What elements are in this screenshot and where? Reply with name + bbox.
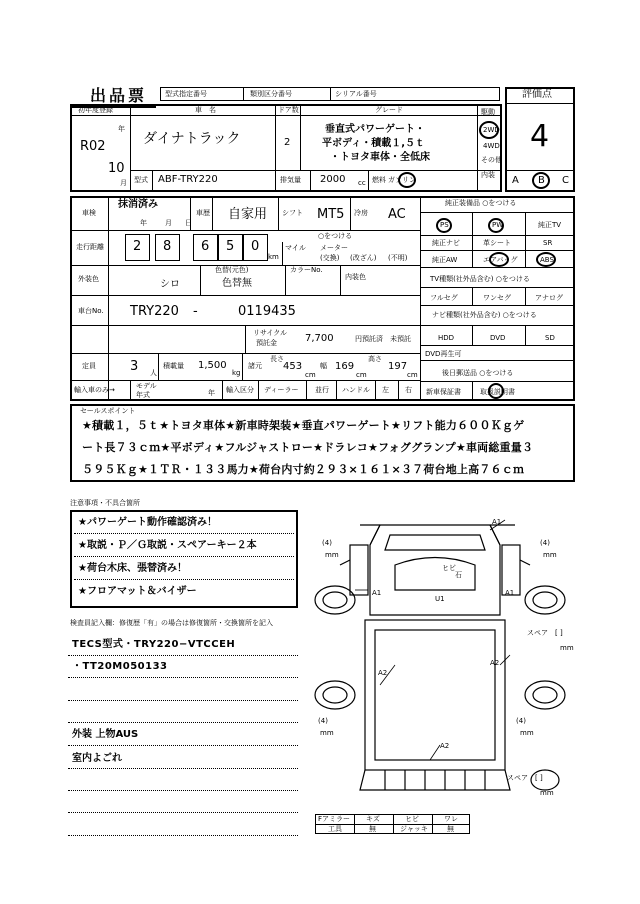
grade-line-1: 垂直式パワーゲート・ — [325, 124, 425, 135]
mark-a1-front: A1 — [492, 518, 502, 526]
opt-ps-circle — [436, 218, 452, 233]
rating-value: 4 — [530, 119, 550, 154]
header-divider — [243, 87, 244, 101]
tools-tool-value: 無 — [369, 825, 376, 833]
height-unit: cm — [407, 371, 418, 379]
inspector-line-2: ・TT20M050133 — [72, 661, 168, 672]
doors-value: 2 — [284, 137, 291, 148]
color-no-label: カラーNo. — [290, 266, 323, 274]
inspector-label: 検査員記入欄：修復歴「有」の場合は修復箇所・交換箇所を記入 — [70, 619, 273, 627]
handle-label: ハンドル — [342, 386, 370, 394]
drive-label: 駆動 — [481, 108, 495, 116]
model-value: ABF-TRY220 — [158, 174, 218, 185]
mark-a2-left: A2 — [378, 669, 388, 677]
car-name-value: ダイナトラック — [143, 131, 241, 147]
load-unit: kg — [232, 369, 241, 377]
chassis-number: 0119435 — [238, 304, 296, 319]
seats-label: 定員 — [82, 362, 96, 370]
rating-label: 評価点 — [522, 89, 552, 100]
col-divider — [525, 287, 526, 305]
month-unit: 月 — [120, 179, 127, 187]
drive-other: その他 — [481, 156, 502, 164]
fuel-value: ガソリン — [388, 176, 416, 184]
spare-bracket-1: [ ] — [555, 629, 563, 637]
col-divider — [472, 212, 473, 267]
mileage-label: 走行距離 — [76, 243, 104, 251]
tools-h-kizu: キズ — [366, 815, 380, 823]
length-unit: cm — [305, 371, 316, 379]
interior-c: C — [562, 175, 569, 186]
meter-label: メーター — [320, 244, 348, 252]
usage-label: 車歴 — [196, 209, 210, 217]
col-divider — [310, 170, 311, 192]
col-divider — [152, 170, 153, 192]
opt-abs: ABS — [540, 256, 554, 264]
import-year-unit: 年 — [208, 389, 215, 397]
interior-b-circle — [532, 172, 550, 189]
interior-a: A — [512, 175, 519, 186]
col-divider — [130, 104, 131, 192]
meter-unknown: (不明) — [388, 254, 408, 262]
model-cert-label: 型式指定番号 — [165, 90, 207, 98]
height-value: 197 — [388, 361, 408, 372]
row-divider — [420, 287, 575, 288]
col-divider — [354, 814, 355, 834]
inspector-rule — [68, 812, 298, 813]
load-label: 積載量 — [163, 362, 184, 370]
model-year-label-1: モデル — [136, 382, 157, 390]
mileage-unit: km — [268, 253, 279, 261]
opt-abs-circle — [536, 252, 556, 267]
tools-tool: 工具 — [328, 825, 342, 833]
color-label: 外装色 — [78, 275, 99, 283]
seats-value: 3 — [130, 359, 139, 374]
col-divider — [300, 104, 301, 170]
spare-label-1: スペア — [527, 629, 548, 637]
tire-fl-unit: mm — [325, 551, 339, 559]
grade-line-2: 平ボディ・積載１,５ｔ — [322, 138, 425, 149]
opt-aw: 純正AW — [432, 256, 458, 264]
col-divider — [398, 380, 399, 401]
displacement-value: 2000 — [320, 174, 346, 185]
shift-value: MT5 — [317, 207, 345, 222]
col-divider — [368, 170, 369, 192]
interior-b: B — [538, 175, 545, 186]
tire-rl-unit: mm — [320, 729, 334, 737]
row-divider — [420, 325, 575, 326]
drive-2wd-circle — [479, 121, 499, 139]
car-name-label: 車 名 — [195, 106, 216, 114]
grade-line-3: ・トヨタ車体・全低床 — [330, 152, 430, 163]
chassis-label: 車台No. — [78, 307, 104, 315]
col-divider — [158, 353, 159, 380]
col-divider — [222, 380, 223, 401]
tire-rl: (4) — [318, 717, 328, 725]
sales-line-1: ★積載１，５ｔ★トヨタ車体★新車時架装★垂直パワーゲート★リフト能力６００Ｋｇゲ — [82, 419, 525, 432]
first-reg-month: 10 — [108, 161, 125, 176]
col-divider — [282, 242, 283, 265]
col-divider — [472, 325, 473, 345]
mark-chip: ヒビ — [442, 564, 456, 572]
chassis-prefix: TRY220 — [130, 304, 179, 319]
grade-label: グレード — [375, 106, 403, 114]
mark-a2-rear: A2 — [440, 742, 450, 750]
col-divider — [108, 196, 109, 401]
row-divider — [420, 235, 575, 236]
col-divider — [278, 196, 279, 230]
load-value: 1,500 — [198, 360, 227, 371]
col-divider — [212, 196, 213, 230]
tools-jack: ジャッキ — [400, 825, 428, 833]
col-divider — [393, 814, 394, 834]
handle-right: 右 — [405, 386, 412, 394]
serial-number-label: シリアル番号 — [335, 90, 377, 98]
ac-label: 冷房 — [354, 209, 368, 217]
sales-line-2: ート長７３ｃｍ★平ボディ★フルジャストロー★ドラレコ★フォググランプ★車両総重量３ — [82, 441, 534, 454]
import-dealer: ディーラー — [264, 386, 299, 394]
tools-h-ware: ワレ — [444, 815, 458, 823]
navi-sd: SD — [545, 334, 555, 342]
manual-doc: 取扱説明書 — [480, 388, 515, 396]
col-divider — [242, 353, 243, 380]
color-change-label: 色替(元色) — [215, 266, 249, 274]
col-divider — [472, 381, 473, 401]
inspection-day: 日 — [185, 219, 192, 227]
meter-circle-note: ○をつける — [318, 232, 353, 240]
notes-rule — [74, 533, 294, 534]
first-reg-label: 初年度登録 — [78, 106, 113, 114]
tools-h-mirror: Fアミラー — [318, 815, 351, 823]
options-label: 純正装備品 ○をつける — [445, 199, 517, 207]
row-divider — [420, 381, 575, 382]
col-divider — [306, 380, 307, 401]
mark-u1: U1 — [435, 595, 445, 603]
row-divider — [130, 170, 502, 171]
col-divider — [375, 380, 376, 401]
notes-rule — [74, 556, 294, 557]
col-divider — [525, 212, 526, 267]
row-divider — [420, 305, 575, 306]
row-divider — [70, 230, 420, 231]
inspector-rule — [68, 835, 298, 836]
year-unit: 年 — [118, 125, 125, 133]
opt-navi: 純正ナビ — [432, 239, 460, 247]
import-parallel: 並行 — [315, 386, 329, 394]
docs-label: 後日郵送品 ○をつける — [442, 369, 514, 377]
inspector-rule — [68, 677, 298, 678]
row-divider — [420, 345, 575, 346]
color-value: シロ — [160, 279, 180, 290]
navi-label: ナビ種類(社外品含む) ○をつける — [432, 311, 537, 319]
dims-label: 諸元 — [248, 362, 262, 370]
tire-rr-unit: mm — [520, 729, 534, 737]
spare-unit-1: mm — [560, 644, 574, 652]
recycle-unpaid: 未預託 — [390, 335, 411, 343]
handle-left: 左 — [382, 386, 389, 394]
color-change-value: 色替無 — [222, 278, 252, 289]
inspector-rule — [68, 655, 298, 656]
inspector-rule — [68, 700, 298, 701]
seats-unit: 人 — [150, 369, 157, 377]
row-divider — [70, 353, 420, 354]
inspector-rule — [68, 722, 298, 723]
mileage-digit: 8 — [163, 239, 172, 254]
warranty-doc: 新車保証書 — [426, 388, 461, 396]
fuel-label: 燃料 — [372, 176, 386, 184]
displacement-unit: cc — [358, 179, 366, 187]
opt-sr: SR — [543, 239, 553, 247]
interior-label: 内装 — [481, 171, 495, 179]
row-divider — [420, 250, 575, 251]
sales-label: セールスポイント — [80, 407, 136, 415]
opt-ps: PS — [440, 221, 449, 229]
meter-change: (改ざん) — [350, 254, 377, 262]
displacement-label: 排気量 — [280, 176, 301, 184]
interior-color-label: 内装色 — [345, 273, 366, 281]
col-divider — [472, 287, 473, 305]
opt-tv: 純正TV — [538, 221, 562, 229]
col-divider — [130, 380, 131, 401]
tv-fullseg: フルセグ — [430, 294, 458, 302]
opt-leather: 革シート — [483, 239, 511, 247]
meter-swap: (交換) — [320, 254, 340, 262]
note-item: ★取説・Ｐ／Ｇ取説・スペアーキー２本 — [78, 540, 257, 551]
col-divider — [258, 380, 259, 401]
spare-label-2: スペア — [507, 774, 528, 782]
drive-2wd: 2WD — [483, 126, 500, 134]
spare-bracket-2: [ ] — [535, 774, 543, 782]
length-value: 453 — [283, 361, 303, 372]
tv-analog: アナログ — [535, 294, 563, 302]
inspector-line-1: TECS型式・TRY220−VTCCEH — [72, 639, 236, 650]
spare-unit-2: mm — [540, 789, 554, 797]
import-label: 輸入車のみ→ — [74, 386, 115, 394]
tire-fl: (4) — [322, 539, 332, 547]
col-divider — [525, 325, 526, 345]
note-item: ★荷台木床、張替済み！ — [78, 563, 187, 574]
model-label: 型式 — [134, 176, 148, 184]
first-reg-year: R02 — [80, 139, 106, 154]
width-label: 幅 — [320, 362, 327, 370]
row-divider — [70, 295, 420, 296]
tv-label: TV種類(社外品含む) ○をつける — [430, 275, 530, 283]
navi-hdd: HDD — [438, 334, 455, 342]
sales-line-3: ５９５Ｋｇ★１ＴＲ・１３３馬力★荷台内寸約２９３×１６１×３７荷台地上高７６ｃｍ — [82, 463, 525, 476]
col-divider — [432, 814, 433, 834]
mileage-digit: 2 — [133, 239, 142, 254]
tools-jack-value: 無 — [447, 825, 454, 833]
header-divider — [330, 87, 331, 101]
col-divider — [275, 170, 276, 192]
col-divider — [350, 196, 351, 230]
col-divider — [275, 104, 276, 170]
tv-oneseg: ワンセグ — [483, 294, 511, 302]
mileage-digit: 0 — [251, 239, 260, 254]
col-divider — [420, 196, 421, 401]
inspection-year: 年 — [140, 219, 147, 227]
chassis-dash: - — [193, 304, 198, 319]
mileage-digit: 6 — [201, 239, 210, 254]
col-divider — [477, 104, 478, 192]
tire-fr: (4) — [540, 539, 550, 547]
inspection-label: 車検 — [82, 209, 96, 217]
row-divider — [70, 115, 502, 116]
navi-dvd: DVD — [490, 334, 506, 342]
recycle-label-2: 預託金 — [256, 339, 277, 347]
recycle-value: 7,700 — [305, 333, 334, 344]
notes-label: 注意事項・不具合箇所 — [70, 499, 140, 507]
mileage-digit: 5 — [226, 239, 235, 254]
col-divider — [200, 265, 201, 295]
opt-airbag-circle — [489, 252, 509, 267]
inspector-rule — [68, 745, 298, 746]
note-item: ★パワーゲート動作確認済み！ — [78, 517, 217, 528]
drive-4wd: 4WD — [483, 142, 500, 150]
shift-label: シフト — [282, 209, 303, 217]
row-divider — [70, 380, 420, 381]
height-label: 高さ — [368, 355, 382, 363]
col-divider — [285, 265, 286, 295]
width-value: 169 — [335, 361, 355, 372]
inspector-rule — [68, 790, 298, 791]
tire-fr-unit: mm — [543, 551, 557, 559]
width-unit: cm — [356, 371, 367, 379]
tools-h-hibi: ヒビ — [405, 815, 419, 823]
truck-diagram — [300, 505, 580, 805]
col-divider — [336, 380, 337, 401]
mark-a2-right: A2 — [490, 659, 500, 667]
inspection-month: 月 — [165, 219, 172, 227]
mark-chip-stone: 石 — [455, 571, 462, 579]
col-divider — [190, 196, 191, 230]
mile-label: マイル — [285, 244, 306, 252]
tire-rr: (4) — [516, 717, 526, 725]
inspector-exterior: 外装 上物AUS — [72, 729, 139, 740]
doors-label: ドア数 — [278, 106, 299, 114]
notes-rule — [74, 579, 294, 580]
opt-pw-circle — [488, 218, 504, 233]
col-divider — [245, 325, 246, 353]
model-year-label-2: 年式 — [136, 391, 150, 399]
length-label: 長さ — [270, 355, 284, 363]
row-divider — [420, 360, 575, 361]
inspector-rule — [68, 768, 298, 769]
opt-airbag: エアバッグ — [483, 256, 518, 264]
ac-value: AC — [388, 207, 406, 222]
mark-a1-left: A1 — [372, 589, 382, 597]
import-category-label: 輸入区分 — [226, 386, 254, 394]
usage-value: 自家用 — [228, 207, 268, 222]
row-divider — [420, 267, 575, 268]
col-divider — [340, 265, 341, 295]
row-divider — [420, 212, 575, 213]
opt-pw: PW — [492, 221, 504, 229]
recycle-paid: 円預託済 — [355, 335, 383, 343]
class-number-label: 類別区分番号 — [250, 90, 292, 98]
mark-a1-right: A1 — [505, 589, 515, 597]
fuel-circle — [398, 172, 416, 188]
rating-divider — [505, 103, 575, 104]
inspection-value: 抹消済み — [118, 199, 158, 210]
recycle-label-1: リサイクル — [253, 329, 288, 337]
dvd-play: DVD再生可 — [425, 350, 462, 358]
note-item: ★フロアマット＆バイザー — [78, 586, 197, 597]
manual-circle — [488, 383, 504, 399]
page-title: 出品票 — [90, 86, 148, 105]
inspector-interior: 室内よごれ — [72, 753, 122, 764]
